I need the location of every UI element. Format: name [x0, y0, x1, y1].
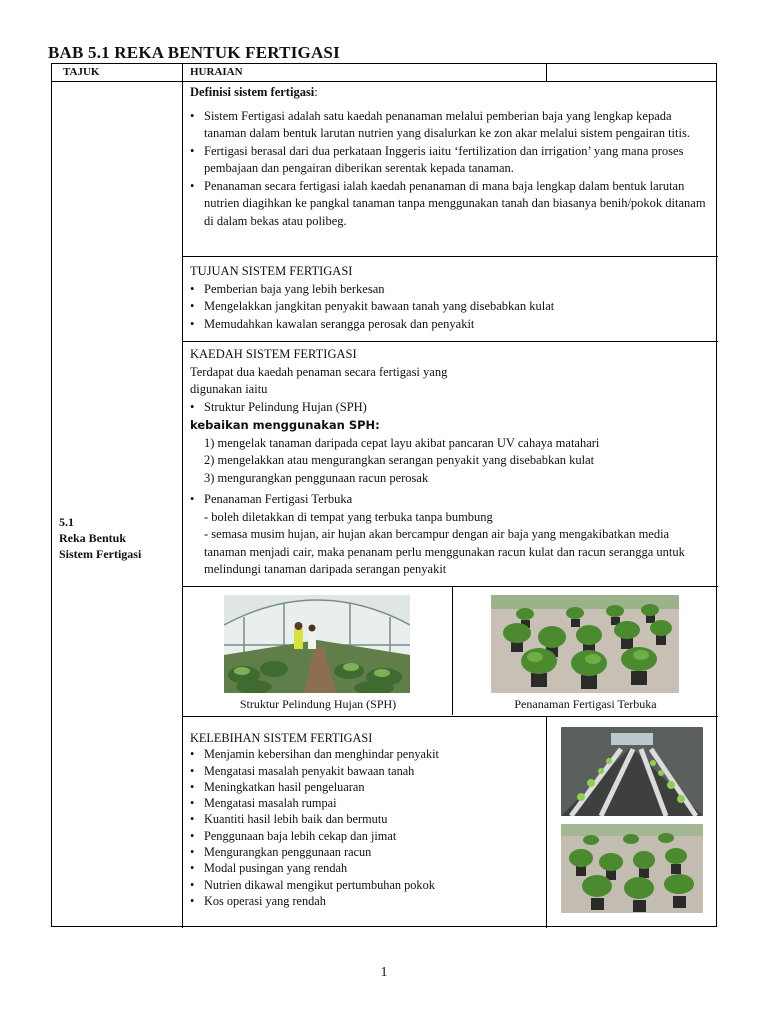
method1-list [190, 399, 710, 417]
table-header [52, 64, 716, 82]
open-field-photo-2 [561, 824, 703, 913]
list-item: • Mengatasi masalah rumpai [190, 795, 530, 811]
advantages-section [183, 717, 718, 928]
methods-intro-1: Terdapat dua kaedah penaman secara fertigasi yang [190, 364, 448, 379]
sph-photo [224, 595, 410, 693]
methods-heading: KAEDAH SISTEM FERTIGASI [190, 347, 357, 361]
list-item: • Penanaman secara fertigasi ialah kaedah penanaman di mana baja lengkap dalam bentuk larutan nutrien diagihkan ke pangkal tanaman tanpa menggunakan tanah dan biasanya benih/pokok ditanam di dalam bekas atau polibeg. [190, 178, 710, 231]
list-item: • Menjamin kebersihan dan menghindar penyakit [190, 746, 530, 762]
hydroponic-photo [561, 727, 703, 816]
method-sph: • Struktur Pelindung Hujan (SPH) [190, 399, 710, 417]
method2-list [190, 491, 710, 509]
open-field-illustration [491, 595, 679, 693]
benefit-item: 3) mengurangkan penggunaan racun perosak [204, 470, 429, 485]
sph-caption: Struktur Pelindung Hujan (SPH) [239, 697, 397, 711]
definition-heading-line [190, 84, 710, 102]
list-item: • Mengelakkan jangkitan penyakit bawaan tanah yang disebabkan kulat [190, 298, 710, 316]
greenhouse-illustration [224, 595, 410, 693]
list-item: • Fertigasi berasal dari dua perkataan Inggeris iaitu ‘fertilization dan irrigation’ yang mana proses pembajaan dan pengairan diberikan serentak kepada tanaman. [190, 143, 710, 178]
open-field-illustration-2 [561, 824, 703, 913]
list-item: • Modal pusingan yang rendah [190, 860, 530, 876]
benefit-item: 1) mengelak tanaman daripada cepat layu akibat pancaran UV cahaya matahari [204, 435, 600, 450]
content-table [51, 63, 717, 927]
hydroponic-illustration [561, 727, 703, 816]
objectives-heading: TUJUAN SISTEM FERTIGASI [190, 264, 353, 278]
method2-note: - semasa musim hujan, air hujan akan bercampur dengan air baja yang mengakibatkan media tanaman menjadi cair, maka penanam perlu menggunakan racun kulat dan racun serangga untuk melindungi tanaman daripada serangan penyakit [204, 527, 685, 576]
list-item: • Meningkatkan hasil pengeluaran [190, 779, 530, 795]
page-title: BAB 5.1 REKA BENTUK FERTIGASI [48, 43, 340, 62]
method-open: • Penanaman Fertigasi Terbuka [190, 491, 710, 509]
benefits-heading: kebaikan menggunakan SPH: [190, 418, 380, 432]
list-item: • Kuantiti hasil lebih baik dan bermutu [190, 811, 530, 827]
methods-intro-2: digunakan iaitu [190, 382, 268, 396]
images-section [183, 587, 718, 717]
sph-image-cell [183, 587, 453, 715]
topic-column [52, 82, 183, 928]
methods-section [183, 342, 718, 587]
header-huraian: HURAIAN [183, 64, 547, 81]
page-number: 1 [380, 965, 388, 980]
definition-list [190, 108, 710, 231]
list-item: • Sistem Fertigasi adalah satu kaedah penanaman melalui pemberian baja yang lengkap kepada tanaman dalam bentuk larutan nutrien yang disalurkan ke zon akar melalui sistem pengairan titis. [190, 108, 710, 143]
list-item: • Penggunaan baja lebih cekap dan jimat [190, 828, 530, 844]
method2-note: - boleh diletakkan di tempat yang terbuka tanpa bumbung [204, 509, 493, 524]
header-tajuk: TAJUK [52, 64, 183, 81]
list-item: • Nutrien dikawal mengikut pertumbuhan pokok [190, 877, 530, 893]
benefit-item: 2) mengelakkan atau mengurangkan serangan penyakit yang disebabkan kulat [204, 453, 595, 467]
list-item: • Pemberian baja yang lebih berkesan [190, 281, 710, 299]
topic-number: 5.1 [59, 515, 74, 529]
definition-section [183, 82, 718, 257]
advantages-list [190, 746, 530, 909]
topic-line2: Sistem Fertigasi [59, 547, 142, 561]
topic-line1: Reka Bentuk [59, 531, 127, 545]
list-item: • Mengurangkan penggunaan racun [190, 844, 530, 860]
list-item: • Kos operasi yang rendah [190, 893, 530, 909]
advantages-heading: KELEBIHAN SISTEM FERTIGASI [190, 731, 373, 745]
objectives-section [183, 257, 718, 342]
definition-heading: Definisi sistem fertigasi [190, 85, 315, 99]
objectives-list [190, 281, 710, 334]
list-item: • Mengatasi masalah penyakit bawaan tanah [190, 763, 530, 779]
topic-label [59, 514, 141, 562]
open-field-photo [491, 595, 679, 693]
list-item: • Memudahkan kawalan serangga perosak dan penyakit [190, 316, 710, 334]
definition-colon: : [314, 85, 318, 99]
open-image-cell [453, 587, 718, 715]
advantages-photo-cell [546, 717, 718, 928]
open-caption: Penanaman Fertigasi Terbuka [514, 697, 657, 711]
